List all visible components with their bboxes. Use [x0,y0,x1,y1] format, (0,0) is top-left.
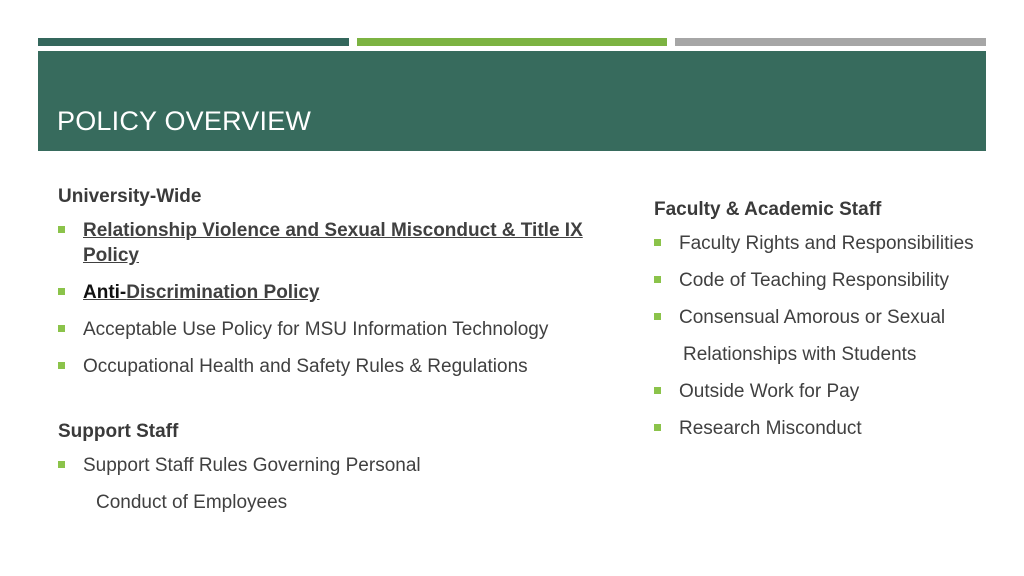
list-item [654,305,994,367]
list-item [58,317,638,342]
consensual-relationships-line-2: Relationships with Students [683,344,917,365]
research-misconduct-text: Research Misconduct [679,418,862,439]
link-text-part-1: Anti- [83,282,127,303]
faculty-staff-list [654,231,994,441]
square-bullet-icon [58,226,65,233]
faculty-staff-heading: Faculty & Academic Staff [654,199,882,220]
acceptable-use-policy-text: Acceptable Use Policy for MSU Information Technology [83,319,549,340]
square-bullet-icon [58,288,65,295]
university-wide-list [58,218,638,379]
list-item [654,268,994,293]
health-safety-rules-text: Occupational Health and Safety Rules & Regulations [83,356,528,377]
title-band [38,51,986,151]
square-bullet-icon [58,461,65,468]
square-bullet-icon [58,325,65,332]
square-bullet-icon [654,239,661,246]
link-text-line-1: Relationship Violence and Sexual Misconduct & Title IX [83,220,583,241]
outside-work-text: Outside Work for Pay [679,381,860,402]
consensual-relationships-line-1: Consensual Amorous or Sexual [679,307,946,328]
support-staff-list [58,453,638,515]
square-bullet-icon [58,362,65,369]
left-column [58,182,638,527]
list-item [654,416,994,441]
slide-title: POLICY OVERVIEW [57,106,312,136]
list-item [58,354,638,379]
list-item [58,280,638,305]
link-text-line-2: Policy [83,245,139,266]
accent-bar-gray [675,38,986,46]
support-staff-heading: Support Staff [58,421,179,442]
title-ix-policy-link[interactable] [83,218,638,268]
support-staff-rules-line-1: Support Staff Rules Governing Personal [83,455,421,476]
square-bullet-icon [654,313,661,320]
link-text-part-2: Discrimination Policy [126,282,320,303]
right-column [654,195,994,453]
square-bullet-icon [654,424,661,431]
square-bullet-icon [654,276,661,283]
list-item [58,218,638,268]
accent-bar-green [357,38,667,46]
code-of-teaching-text: Code of Teaching Responsibility [679,270,950,291]
support-staff-rules-line-2: Conduct of Employees [96,492,288,513]
accent-bar-dark [38,38,349,46]
square-bullet-icon [654,387,661,394]
list-item [654,231,994,256]
faculty-rights-text: Faculty Rights and Responsibilities [679,233,974,254]
anti-discrimination-policy-link[interactable] [83,282,320,303]
list-item [654,379,994,404]
university-wide-heading: University-Wide [58,186,202,207]
list-item [58,453,638,515]
